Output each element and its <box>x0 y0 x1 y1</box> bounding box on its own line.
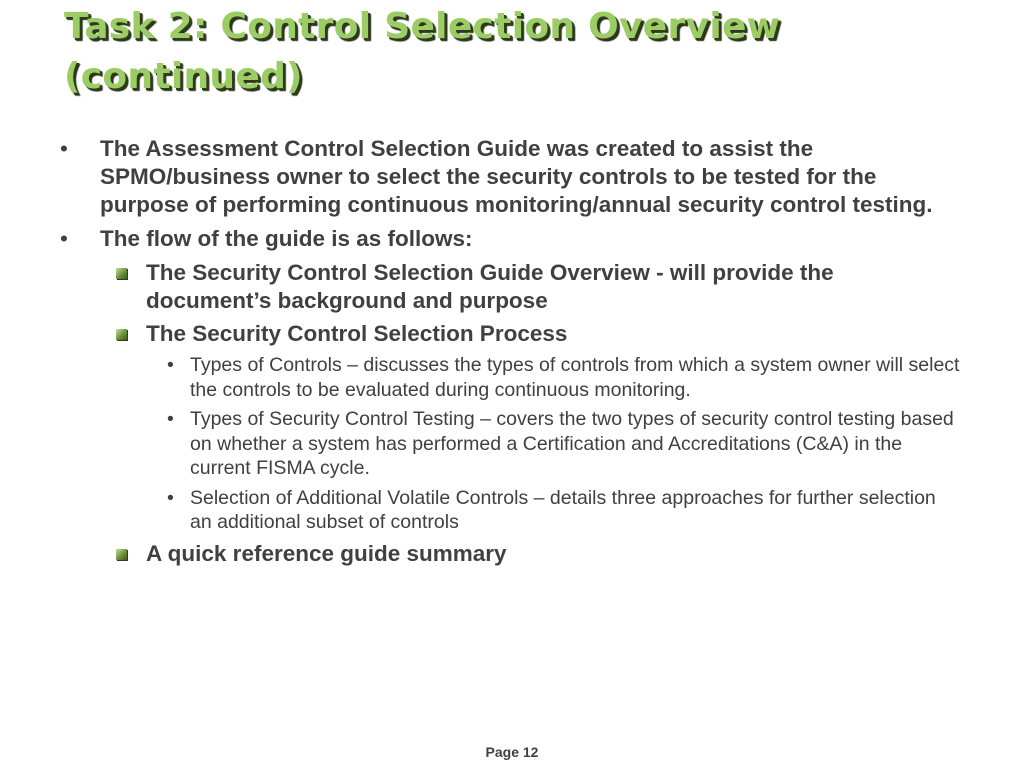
bullet-dot: • <box>167 408 174 430</box>
slide-content <box>60 135 960 573</box>
sub-sub-bullet-text: Selection of Additional Volatile Controls – details three approaches for further selection an additional subset of controls <box>190 486 936 533</box>
sub-sub-bullet-item <box>60 353 960 402</box>
page-number: Page 12 <box>485 744 539 760</box>
sub-bullet-text: The Security Control Selection Guide Overview - will provide the document’s background and purpose <box>146 260 834 313</box>
sub-bullet-item <box>60 320 960 348</box>
sub-sub-bullet-text: Types of Controls – discusses the types of controls from which a system owner will select the controls to be evaluated during continuous monitoring. <box>190 354 960 401</box>
slide-title: Task 2: Control Selection Overview (continued) <box>64 6 781 97</box>
bullet-dot: • <box>167 486 174 509</box>
sub-sub-bullet-text: Types of Security Control Testing – covers the two types of security control testing based on whether a system has performed a Certification and Accreditations (C&A) in the current FISMA cycle. <box>190 408 954 479</box>
bullet-text: The Assessment Control Selection Guide was created to assist the SPMO/business owner to select the security controls to be tested for the purpose of performing continuous monitoring/annual security control testing. <box>100 136 933 217</box>
sub-bullet-item <box>60 259 960 315</box>
green-square-bullet-icon <box>116 549 127 560</box>
bullet-dot: • <box>60 136 68 161</box>
sub-bullet-text: A quick reference guide summary <box>146 540 507 566</box>
bullet-text: The flow of the guide is as follows: <box>100 226 473 251</box>
green-square-bullet-icon <box>116 268 127 279</box>
sub-sub-bullet-item <box>60 407 960 481</box>
bullet-item <box>60 135 960 219</box>
sub-bullet-text: The Security Control Selection Process <box>146 321 568 346</box>
sub-sub-bullet-item <box>60 486 960 535</box>
sub-bullet-item <box>60 540 960 568</box>
green-square-bullet-icon <box>116 329 127 340</box>
bullet-item <box>60 225 960 253</box>
bullet-dot: • <box>60 226 68 251</box>
bullet-dot: • <box>167 354 174 376</box>
